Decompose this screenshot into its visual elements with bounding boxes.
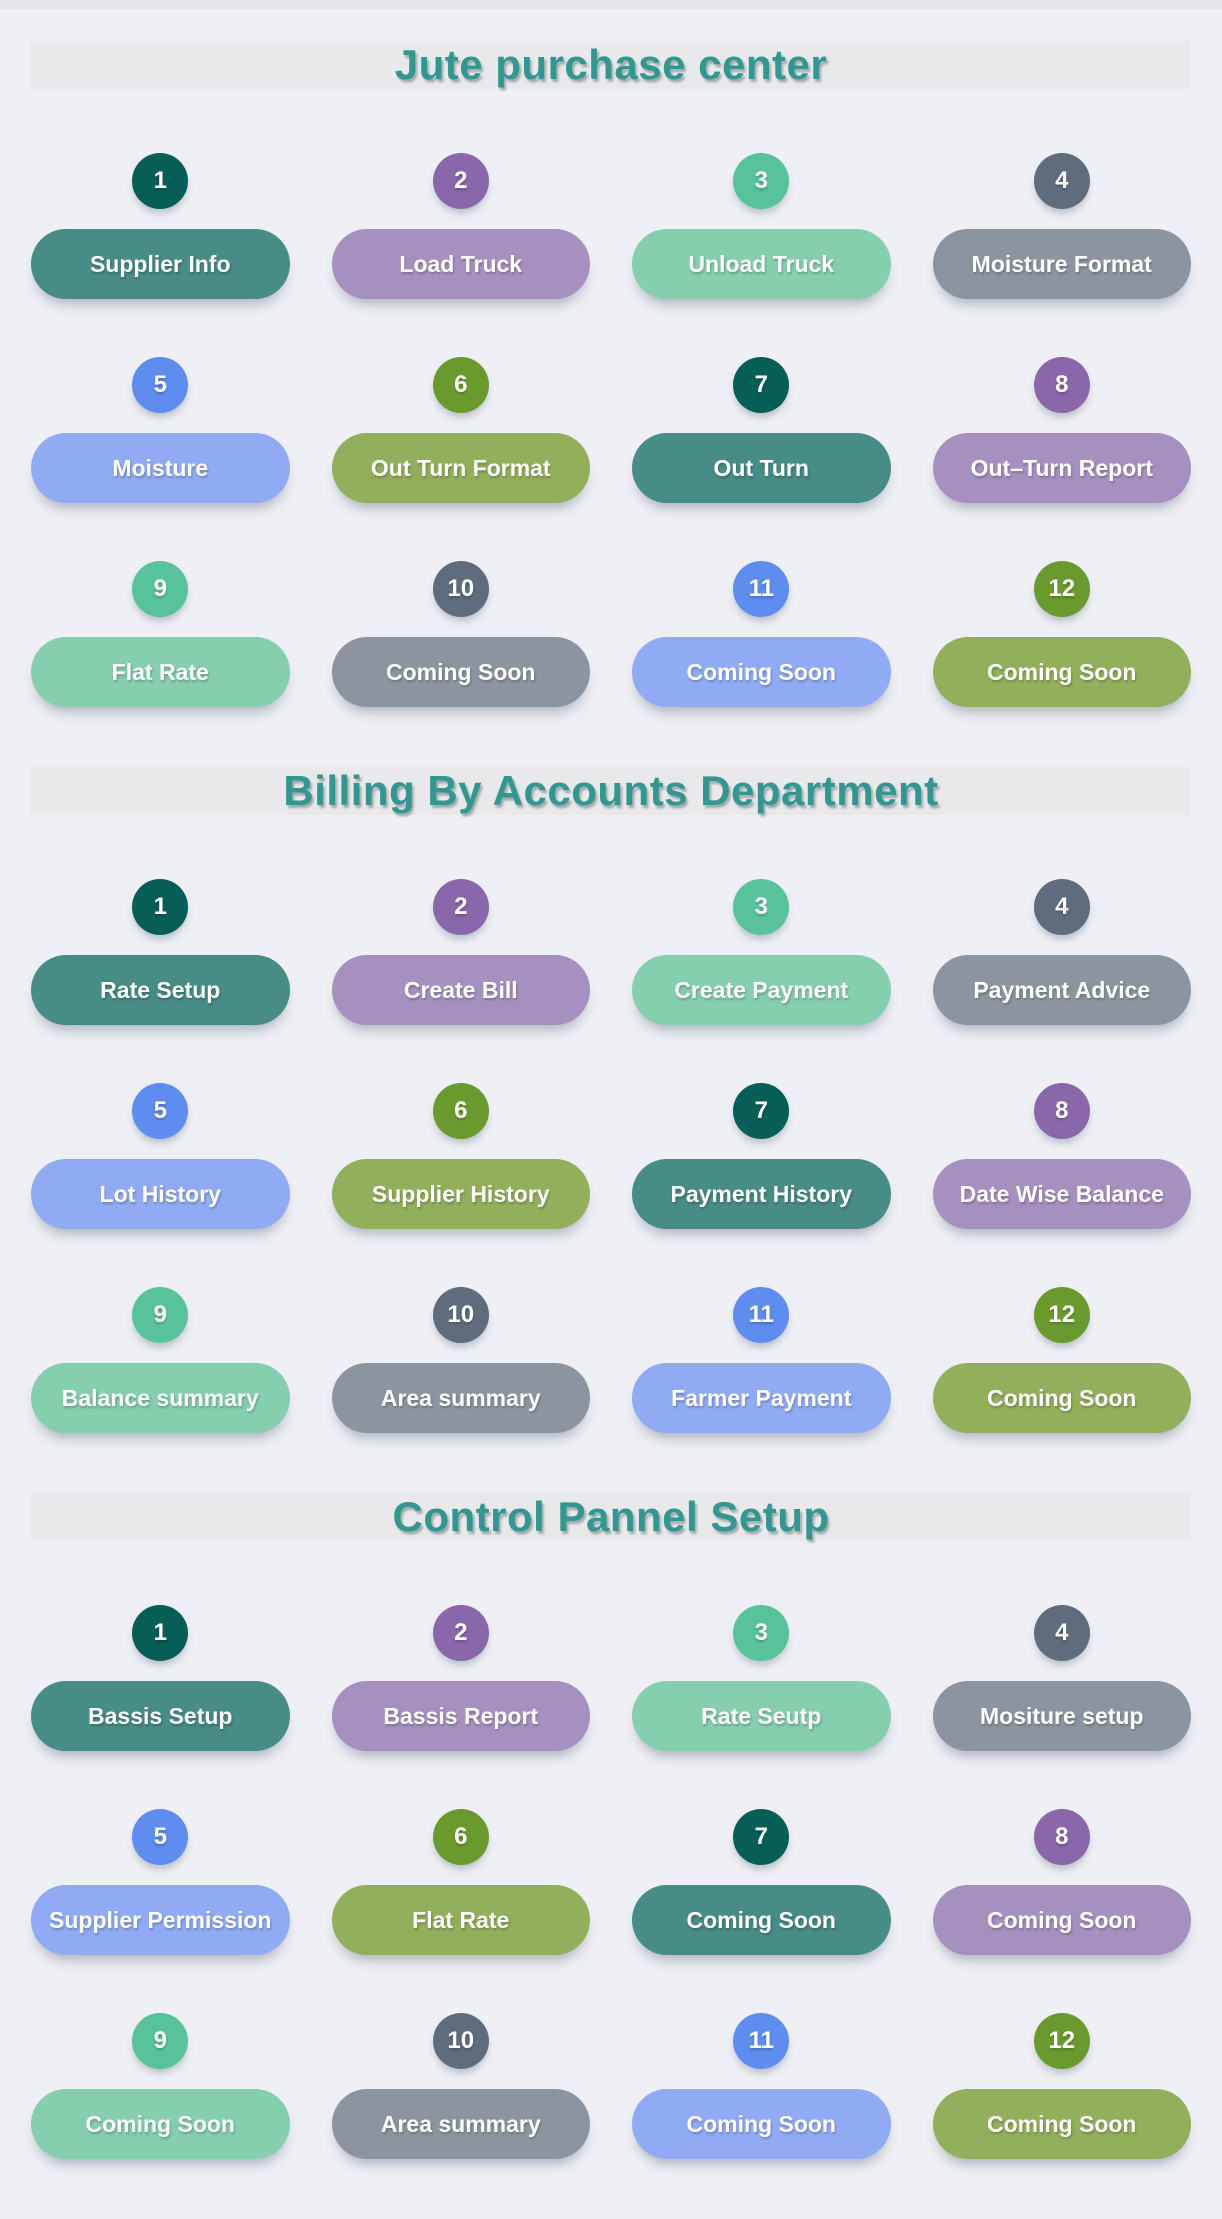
item-badge-9: 9 <box>132 561 188 617</box>
item-badge-2: 2 <box>433 153 489 209</box>
menu-item-supplier-permission <box>31 1809 290 1955</box>
item-badge-7: 7 <box>733 1809 789 1865</box>
menu-button-payment-history[interactable]: Payment History <box>632 1159 891 1229</box>
menu-button-moisture-format[interactable]: Moisture Format <box>933 229 1192 299</box>
section-header-banner <box>31 41 1191 89</box>
menu-item-payment-history <box>632 1083 891 1229</box>
menu-button-out-turn[interactable]: Out Turn <box>632 433 891 503</box>
section-header-banner <box>31 767 1191 815</box>
menu-button-coming-soon[interactable]: Coming Soon <box>933 2089 1192 2159</box>
menu-button-flat-rate[interactable]: Flat Rate <box>332 1885 591 1955</box>
menu-item-supplier-info <box>31 153 290 299</box>
item-badge-6: 6 <box>433 357 489 413</box>
menu-item-out-turn-report <box>933 357 1192 503</box>
menu-content <box>0 9 1222 2219</box>
menu-button-flat-rate[interactable]: Flat Rate <box>31 637 290 707</box>
menu-item-unload-truck <box>632 153 891 299</box>
menu-item-date-wise-balance <box>933 1083 1192 1229</box>
menu-item-create-payment <box>632 879 891 1025</box>
menu-button-coming-soon[interactable]: Coming Soon <box>933 1363 1192 1433</box>
menu-button-mositure-setup[interactable]: Mositure setup <box>933 1681 1192 1751</box>
menu-item-coming-soon <box>933 561 1192 707</box>
menu-button-unload-truck[interactable]: Unload Truck <box>632 229 891 299</box>
menu-button-rate-setup[interactable]: Rate Setup <box>31 955 290 1025</box>
item-badge-6: 6 <box>433 1083 489 1139</box>
menu-item-coming-soon <box>933 1809 1192 1955</box>
menu-button-supplier-info[interactable]: Supplier Info <box>31 229 290 299</box>
item-badge-5: 5 <box>132 1083 188 1139</box>
item-badge-9: 9 <box>132 2013 188 2069</box>
menu-button-bassis-setup[interactable]: Bassis Setup <box>31 1681 290 1751</box>
menu-item-farmer-payment <box>632 1287 891 1433</box>
menu-item-moisture <box>31 357 290 503</box>
menu-button-coming-soon[interactable]: Coming Soon <box>632 1885 891 1955</box>
item-badge-4: 4 <box>1034 1605 1090 1661</box>
menu-button-create-payment[interactable]: Create Payment <box>632 955 891 1025</box>
section-control-pannel-setup <box>31 1493 1191 2159</box>
item-badge-12: 12 <box>1034 561 1090 617</box>
menu-grid <box>31 153 1191 707</box>
item-badge-6: 6 <box>433 1809 489 1865</box>
menu-item-supplier-history <box>332 1083 591 1229</box>
menu-button-create-bill[interactable]: Create Bill <box>332 955 591 1025</box>
menu-button-coming-soon[interactable]: Coming Soon <box>632 2089 891 2159</box>
menu-button-bassis-report[interactable]: Bassis Report <box>332 1681 591 1751</box>
menu-button-supplier-history[interactable]: Supplier History <box>332 1159 591 1229</box>
item-badge-12: 12 <box>1034 2013 1090 2069</box>
menu-button-area-summary[interactable]: Area summary <box>332 1363 591 1433</box>
menu-item-lot-history <box>31 1083 290 1229</box>
menu-grid <box>31 879 1191 1433</box>
item-badge-2: 2 <box>433 1605 489 1661</box>
item-badge-7: 7 <box>733 1083 789 1139</box>
menu-button-balance-summary[interactable]: Balance summary <box>31 1363 290 1433</box>
menu-button-lot-history[interactable]: Lot History <box>31 1159 290 1229</box>
section-title: Billing By Accounts Department <box>283 767 939 814</box>
menu-item-out-turn <box>632 357 891 503</box>
menu-item-moisture-format <box>933 153 1192 299</box>
item-badge-8: 8 <box>1034 1809 1090 1865</box>
menu-item-flat-rate <box>31 561 290 707</box>
item-badge-4: 4 <box>1034 879 1090 935</box>
item-badge-3: 3 <box>733 153 789 209</box>
item-badge-2: 2 <box>433 879 489 935</box>
section-title: Jute purchase center <box>394 41 828 88</box>
item-badge-1: 1 <box>132 879 188 935</box>
menu-grid <box>31 1605 1191 2159</box>
section-title: Control Pannel Setup <box>392 1493 830 1540</box>
menu-button-moisture[interactable]: Moisture <box>31 433 290 503</box>
menu-item-payment-advice <box>933 879 1192 1025</box>
item-badge-12: 12 <box>1034 1287 1090 1343</box>
item-badge-9: 9 <box>132 1287 188 1343</box>
item-badge-1: 1 <box>132 1605 188 1661</box>
menu-item-out-turn-format <box>332 357 591 503</box>
menu-button-out-turn-format[interactable]: Out Turn Format <box>332 433 591 503</box>
menu-item-load-truck <box>332 153 591 299</box>
section-jute-purchase-center <box>31 41 1191 707</box>
item-badge-10: 10 <box>433 2013 489 2069</box>
item-badge-8: 8 <box>1034 357 1090 413</box>
menu-button-out-turn-report[interactable]: Out–Turn Report <box>933 433 1192 503</box>
menu-item-coming-soon <box>933 1287 1192 1433</box>
menu-item-create-bill <box>332 879 591 1025</box>
menu-button-coming-soon[interactable]: Coming Soon <box>632 637 891 707</box>
menu-item-rate-setup <box>31 879 290 1025</box>
item-badge-3: 3 <box>733 879 789 935</box>
item-badge-5: 5 <box>132 1809 188 1865</box>
menu-item-bassis-report <box>332 1605 591 1751</box>
item-badge-10: 10 <box>433 561 489 617</box>
top-strip <box>0 0 1222 9</box>
menu-item-coming-soon <box>632 561 891 707</box>
menu-item-coming-soon <box>632 2013 891 2159</box>
item-badge-8: 8 <box>1034 1083 1090 1139</box>
menu-button-coming-soon[interactable]: Coming Soon <box>933 637 1192 707</box>
menu-button-load-truck[interactable]: Load Truck <box>332 229 591 299</box>
item-badge-7: 7 <box>733 357 789 413</box>
item-badge-3: 3 <box>733 1605 789 1661</box>
menu-item-flat-rate <box>332 1809 591 1955</box>
item-badge-5: 5 <box>132 357 188 413</box>
menu-button-farmer-payment[interactable]: Farmer Payment <box>632 1363 891 1433</box>
item-badge-1: 1 <box>132 153 188 209</box>
menu-item-bassis-setup <box>31 1605 290 1751</box>
menu-button-coming-soon[interactable]: Coming Soon <box>933 1885 1192 1955</box>
menu-item-area-summary <box>332 2013 591 2159</box>
menu-item-coming-soon <box>933 2013 1192 2159</box>
item-badge-4: 4 <box>1034 153 1090 209</box>
item-badge-11: 11 <box>733 1287 789 1343</box>
menu-button-area-summary[interactable]: Area summary <box>332 2089 591 2159</box>
menu-item-coming-soon <box>31 2013 290 2159</box>
menu-item-rate-seutp <box>632 1605 891 1751</box>
menu-button-payment-advice[interactable]: Payment Advice <box>933 955 1192 1025</box>
menu-item-area-summary <box>332 1287 591 1433</box>
menu-button-coming-soon[interactable]: Coming Soon <box>332 637 591 707</box>
menu-item-mositure-setup <box>933 1605 1192 1751</box>
item-badge-11: 11 <box>733 561 789 617</box>
section-header-banner <box>31 1493 1191 1541</box>
menu-item-balance-summary <box>31 1287 290 1433</box>
menu-button-rate-seutp[interactable]: Rate Seutp <box>632 1681 891 1751</box>
menu-item-coming-soon <box>332 561 591 707</box>
menu-item-coming-soon <box>632 1809 891 1955</box>
menu-button-date-wise-balance[interactable]: Date Wise Balance <box>933 1159 1192 1229</box>
menu-button-supplier-permission[interactable]: Supplier Permission <box>31 1885 290 1955</box>
item-badge-11: 11 <box>733 2013 789 2069</box>
section-billing-by-accounts-department <box>31 767 1191 1433</box>
item-badge-10: 10 <box>433 1287 489 1343</box>
menu-button-coming-soon[interactable]: Coming Soon <box>31 2089 290 2159</box>
